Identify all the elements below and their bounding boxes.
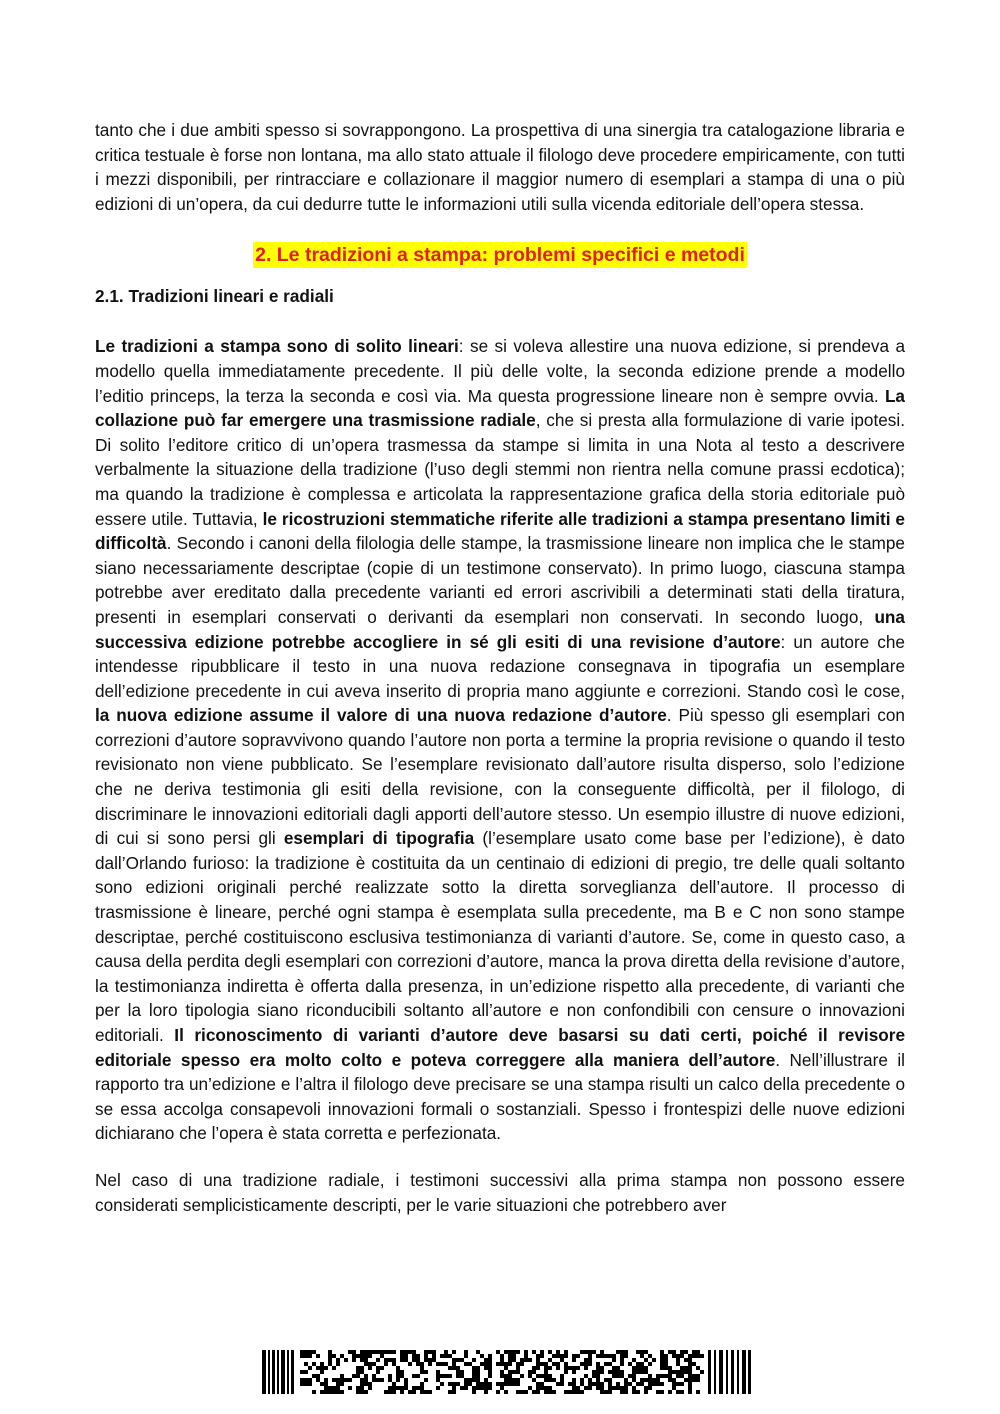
barcode <box>262 1350 752 1394</box>
paragraph-gap <box>95 1146 905 1168</box>
intro-paragraph: tanto che i due ambiti spesso si sovrappongono. La prospettiva di una sinergia tra catalogazione libraria e critica testuale è forse non lontana, ma allo stato attuale il filologo deve procedere empiricamente, con tutti i mezzi disponibili, per rintracciare e collazionare il maggior numero di esemplari a stampa di una o più edizioni di un’opera, da cui dedurre tutte le informazioni utili sulla vicenda editoriale dell’opera stessa. <box>95 120 905 214</box>
section-heading: 2. Le tradizioni a stampa: problemi specifici e metodi <box>255 244 745 267</box>
bold-text-run: La collazione può far emergere una trasmissione radiale <box>95 385 905 431</box>
text-run: : un autore che intendesse ripubblicare il testo in una nuova redazione consegnava in tipografia un esemplare dell’edizione precedente in cui aveva inserito di propria mano aggiunte e correzioni. Stando così le cose, <box>95 631 905 701</box>
document-page <box>95 118 905 1217</box>
text-run: : se si voleva allestire una nuova edizione, si prendeva a modello quella immediatamente precedente. Il più delle volte, la seconda edizione prende a modello l’editio princeps, la terza la seconda e così via. Ma questa progressione lineare non è sempre ovvia. <box>95 336 906 406</box>
text-run: . Secondo i canoni della filologia delle stampe, la trasmissione lineare non implica che le stampe siano necessariamente descriptae (copie di un testimone conservato). In primo luogo, ciascuna stampa potrebbe aver ereditato dalla precedente varianti ed errori ascrivibili a determinati stati della tiratura, presenti in esemplari conservati o derivanti da esemplari non conservati. In secondo luogo, <box>95 533 905 627</box>
barcode-graphic <box>262 1350 752 1394</box>
text-run: , che si presta alla formulazione di varie ipotesi. Di solito l’editore critico di un’opera trasmessa da stampe si limita in una Nota al testo a descrivere verbalmente la situazione della tradizione (l’uso degli stemmi non rientra nella comune prassi ecdotica); ma quando la tradizione è complessa e articolata la rappresentazione grafica della storia editoriale può essere utile. Tuttavia, <box>95 410 905 529</box>
last-paragraph: Nel caso di una tradizione radiale, i testimoni successivi alla prima stampa non possono essere considerati semplicisticamente descripti, per le varie situazioni che potrebbero aver <box>95 1169 905 1215</box>
bold-text-run: Le tradizioni a stampa sono di solito lineari <box>95 336 459 357</box>
section-heading-wrap <box>95 242 905 268</box>
bold-text-run: Il riconoscimento di varianti d’autore deve basarsi su dati certi, poiché il revisore editoriale spesso era molto colto e poteva correggere alla maniera dell’autore <box>95 1025 906 1070</box>
bold-text-run: la nuova edizione assume il valore di una nuova redazione d’autore <box>95 705 667 726</box>
bold-text-run: una successiva edizione potrebbe accogliere in sé gli esiti di una revisione d’autore <box>95 606 905 652</box>
text-run: (l’esemplare usato come base per l’edizione), è dato dall’Orlando furioso: la tradizione è costituita da un centinaio di edizioni di pregio, tre delle quali soltanto sono edizioni originali perché realizzate sotto la diretta sorveglianza dell’autore. Il processo di trasmissione è lineare, perché ogni stampa è esemplata sulla precedente, ma B e C non sono stampe descriptae, perché costituiscono esclusiva testimonianza di varianti d’autore. Se, come in questo caso, a causa della perdita degli esemplari con correzioni d’autore, manca la prova diretta della revisione d’autore, la testimonianza indiretta è offerta dalla presenza, in un’edizione rispetto alla precedente, di varianti che per la loro tipologia siano riconducibili soltanto all’autore e non confondibili con censure o innovazioni editoriali. <box>95 828 905 1045</box>
text-run: . Più spesso gli esemplari con correzioni d’autore sopravvivono quando l’autore non porta a termine la propria revisione o quando il testo revisionato non viene pubblicato. Se l’esemplare revisionato dall’autore risulta disperso, solo l’edizione che ne deriva testimonia gli esiti della revisione, con la conseguente difficoltà, per il filologo, di discriminare le innovazioni editoriali dagli apporti dell’autore stesso. Un esempio illustre di nuove edizioni, di cui si sono persi gli <box>95 705 905 849</box>
text-run: . Nell’illustrare il rapporto tra un’edizione e l’altra il filologo deve precisare se una stampa risulti un calco della precedente o se essa accolga consapevoli innovazioni formali o sostanziali. Spesso i frontespizi delle nuove edizioni dichiarano che l’opera è stata corretta e perfezionata. <box>95 1049 905 1144</box>
main-paragraph <box>95 334 905 1146</box>
bold-text-run: esemplari di tipografia <box>283 828 475 849</box>
subsection-heading: 2.1. Tradizioni lineari e radiali <box>95 286 334 307</box>
bold-text-run: le ricostruzioni stemmatiche riferite alle tradizioni a stampa presentano limiti e difficoltà <box>95 508 905 554</box>
